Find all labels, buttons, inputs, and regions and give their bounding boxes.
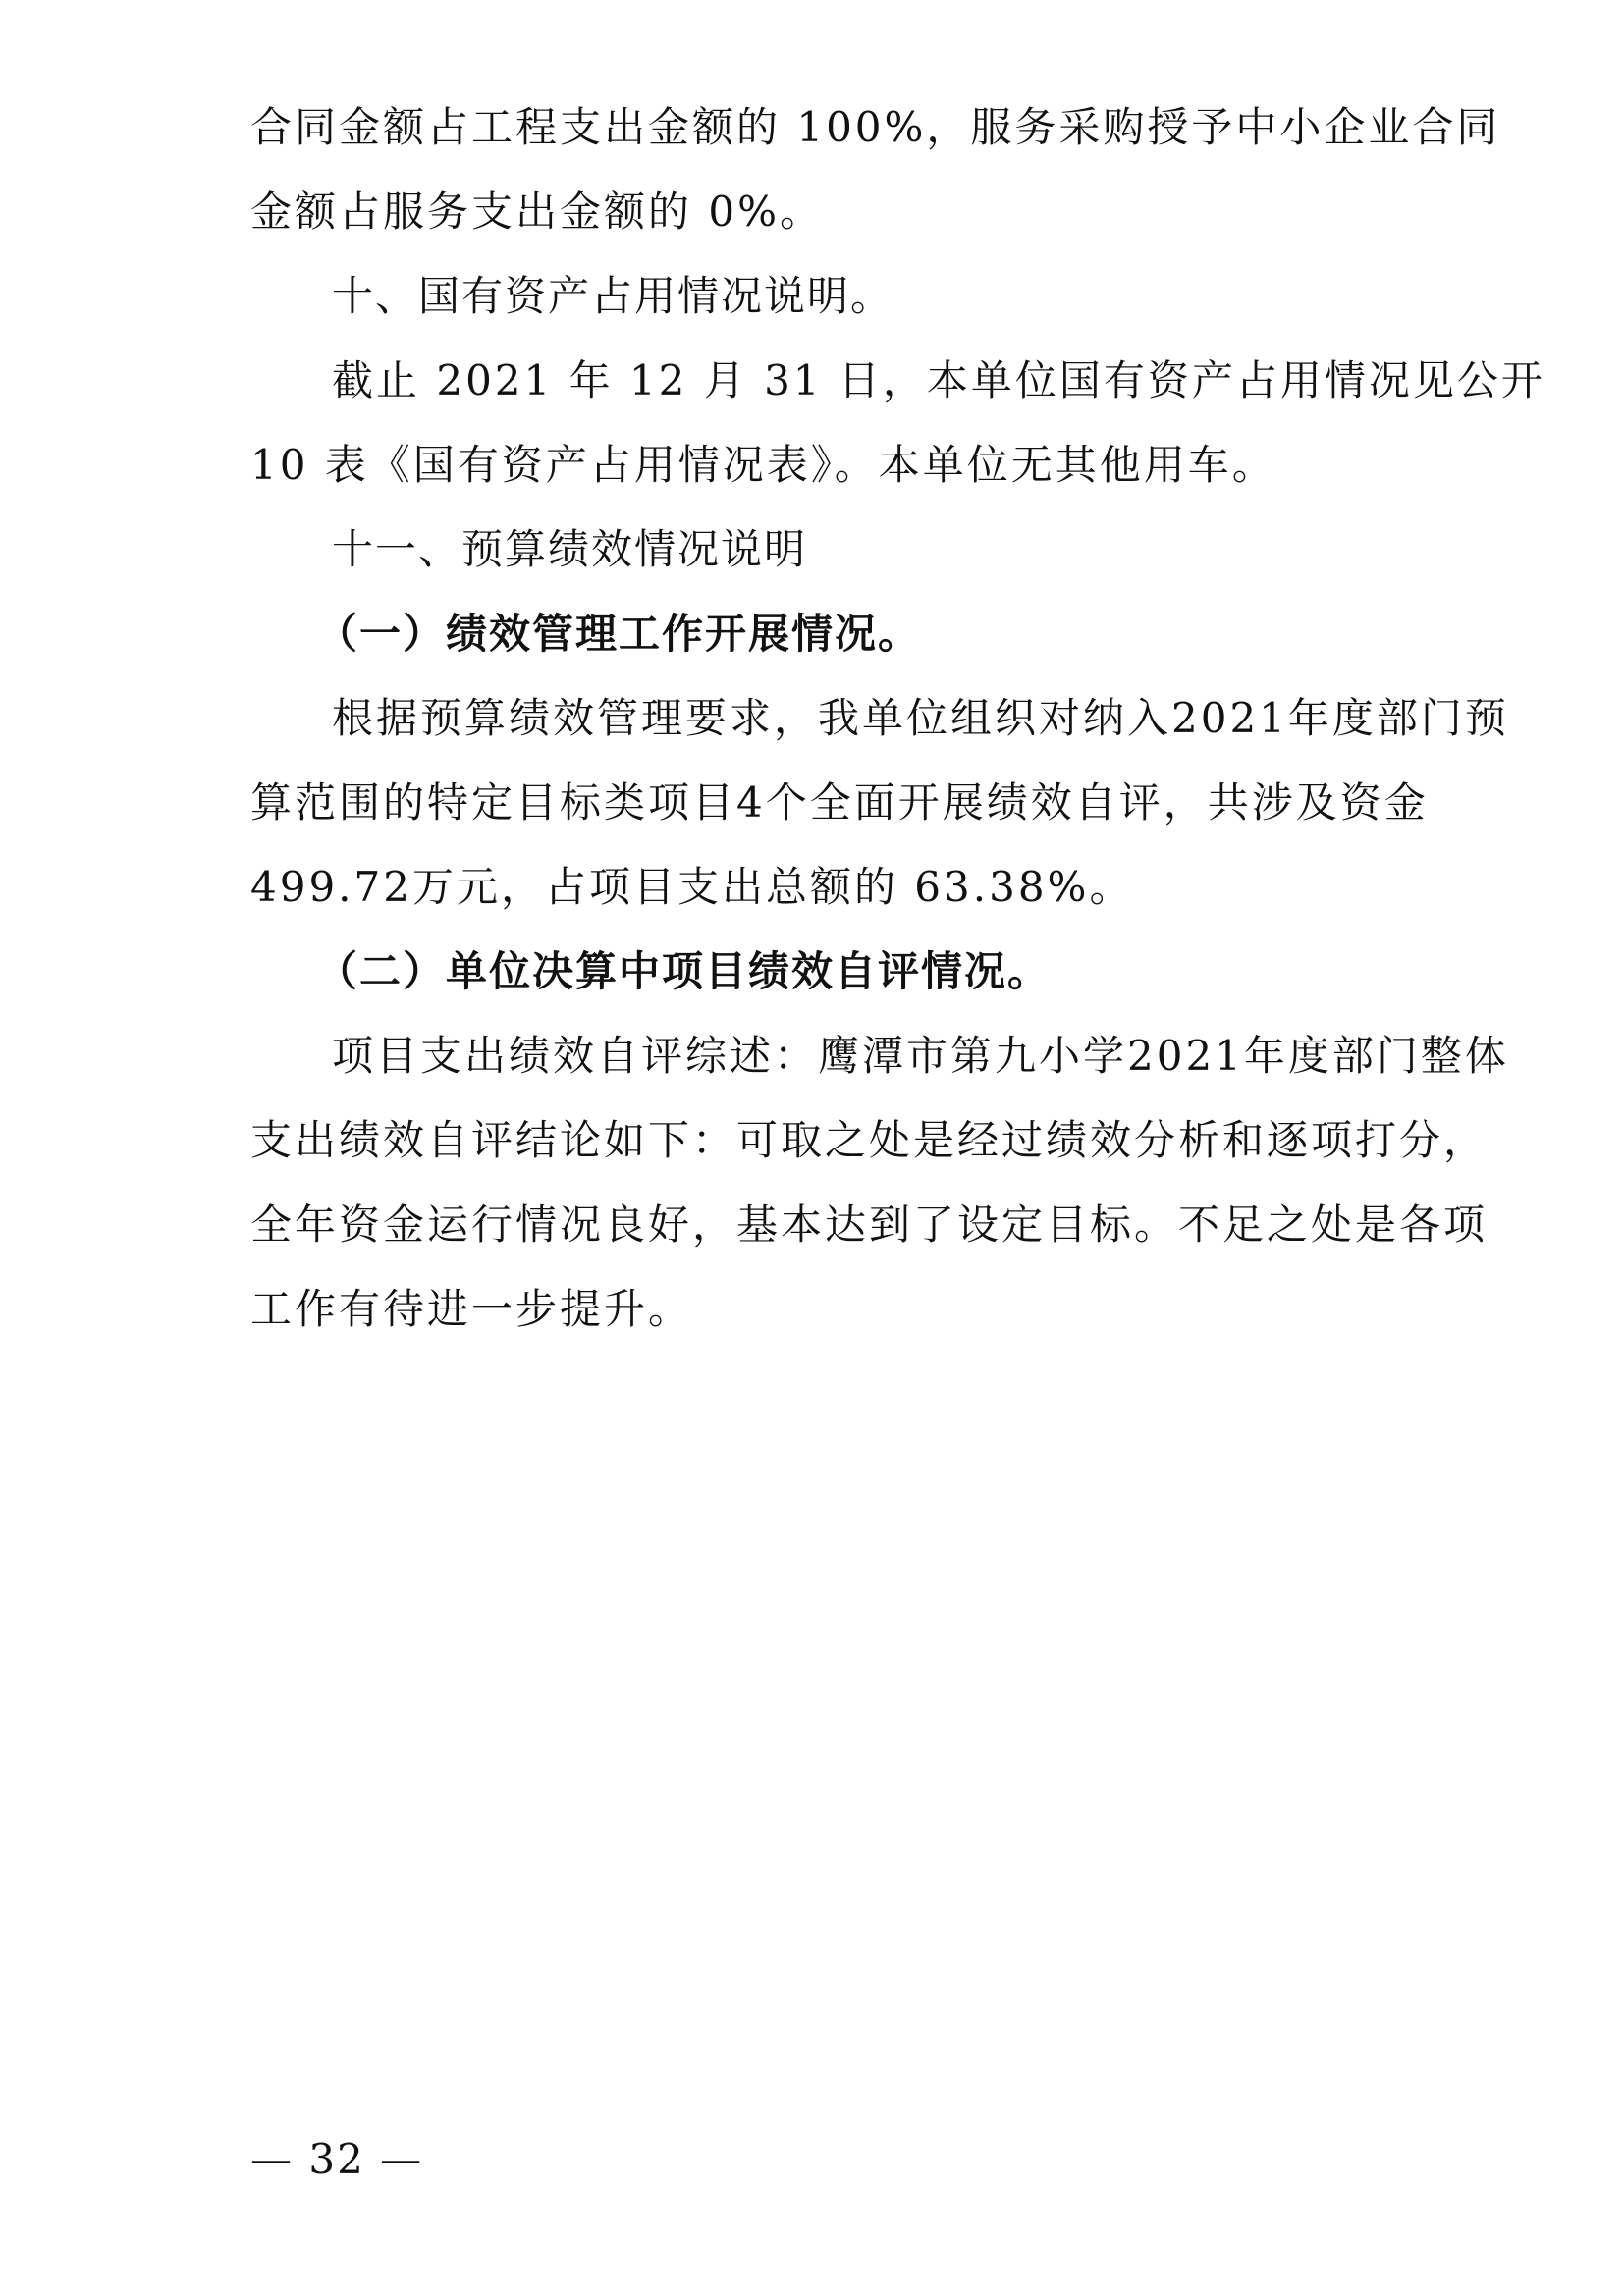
paragraph-line: 项目支出绩效自评综述：鹰潭市第九小学2021年度部门整体 xyxy=(332,1032,1509,1080)
subsection-heading-project-self-evaluation: （二）单位决算中项目绩效自评情况。 xyxy=(316,947,1052,995)
section-heading-state-assets: 十、国有资产占用情况说明。 xyxy=(332,272,894,320)
paragraph-line: 算范围的特定目标类项目4个全面开展绩效自评，共涉及资金 xyxy=(250,778,1429,827)
paragraph-line: 金额占服务支出金额的 0%。 xyxy=(250,187,824,236)
subsection-heading-performance-management: （一）绩效管理工作开展情况。 xyxy=(316,610,922,658)
section-heading-budget-performance: 十一、预算绩效情况说明 xyxy=(332,525,808,573)
paragraph-line: 根据预算绩效管理要求，我单位组织对纳入2021年度部门预 xyxy=(332,694,1509,742)
paragraph-line: 截止 2021 年 12 月 31 日，本单位国有资产占用情况见公开 xyxy=(332,356,1545,404)
paragraph-line: 合同金额占工程支出金额的 100%，服务采购授予中小企业合同 xyxy=(250,103,1501,151)
page-number: — 32 — xyxy=(250,2135,424,2183)
paragraph-line: 工作有待进一步提升。 xyxy=(250,1285,693,1333)
paragraph-line: 10 表《国有资产占用情况表》。本单位无其他用车。 xyxy=(250,441,1276,489)
paragraph-line: 支出绩效自评结论如下：可取之处是经过绩效分析和逐项打分， xyxy=(250,1116,1489,1164)
paragraph-line: 全年资金运行情况良好，基本达到了设定目标。不足之处是各项 xyxy=(250,1201,1489,1249)
paragraph-line: 499.72万元，占项目支出总额的 63.38%。 xyxy=(250,863,1134,911)
